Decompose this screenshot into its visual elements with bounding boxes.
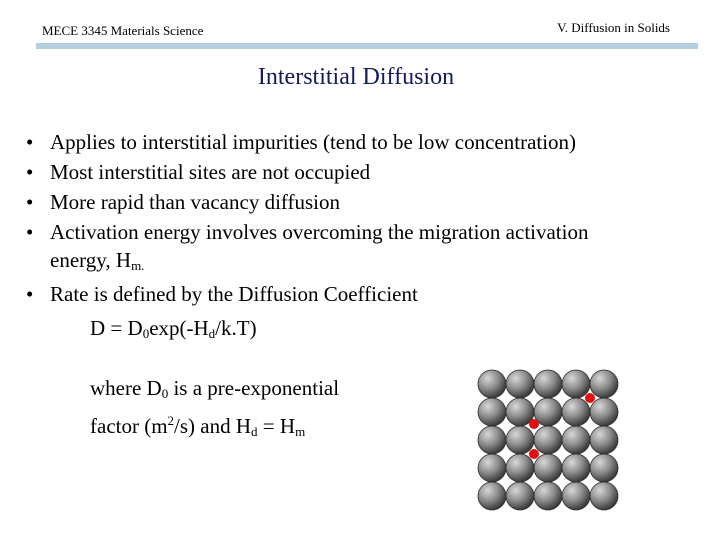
- note-part: /s) and H: [174, 414, 252, 438]
- bullet-item: [24, 127, 704, 157]
- host-atom: [562, 426, 590, 454]
- bullet-text: More rapid than vacancy diffusion: [50, 190, 341, 214]
- course-header: MECE 3345 Materials Science: [42, 23, 204, 38]
- host-atom-grid: [478, 370, 618, 510]
- note-text: [90, 375, 339, 445]
- bullet-text: Applies to interstitial impurities (tend to be low concentration): [50, 130, 577, 154]
- host-atom: [562, 454, 590, 482]
- header-rule: [36, 43, 698, 49]
- eq-subscript: 0: [142, 326, 150, 341]
- host-atom: [506, 426, 534, 454]
- host-atom: [478, 426, 506, 454]
- host-atom: [506, 482, 534, 510]
- host-atom: [534, 370, 562, 398]
- host-atom: [478, 482, 506, 510]
- host-atom: [478, 398, 506, 426]
- bullet-item: [24, 157, 704, 187]
- host-atom: [478, 454, 506, 482]
- bullet-dot: •: [26, 190, 34, 214]
- interstitial-atom: [529, 419, 539, 429]
- bullet-text: Rate is defined by the Diffusion Coefficient: [50, 282, 418, 306]
- bullet-dot: •: [26, 282, 34, 306]
- slide-title: Interstitial Diffusion: [257, 64, 455, 90]
- host-atom: [534, 426, 562, 454]
- bullet-dot: •: [26, 220, 34, 244]
- host-atom: [590, 398, 618, 426]
- note-part: factor (m: [90, 414, 168, 438]
- note-subscript: d: [251, 424, 258, 439]
- lattice-figure: [476, 368, 636, 528]
- host-atom: [590, 454, 618, 482]
- host-atom: [590, 426, 618, 454]
- note-superscript: 2: [167, 413, 175, 428]
- host-atom: [562, 398, 590, 426]
- host-atom: [534, 482, 562, 510]
- bullet-item: [24, 187, 704, 217]
- note-line: [90, 375, 339, 407]
- host-atom: [562, 370, 590, 398]
- eq-part: /k.T): [215, 316, 257, 340]
- eq-part: D = D: [90, 316, 143, 340]
- interstitial-atom: [585, 393, 595, 403]
- note-subscript: 0: [161, 386, 169, 401]
- bullet-dot: •: [26, 160, 34, 184]
- bullet-text: Most interstitial sites are not occupied: [50, 160, 371, 184]
- host-atom: [506, 454, 534, 482]
- host-atom: [590, 482, 618, 510]
- eq-part: exp(-H: [149, 316, 209, 340]
- bullet-item: [24, 279, 704, 309]
- subscript-m: m.: [131, 258, 145, 273]
- note-part: is a pre-exponential: [168, 376, 340, 400]
- bullet-item: [24, 217, 704, 279]
- eq-subscript: d: [208, 326, 216, 341]
- host-atom: [478, 370, 506, 398]
- note-part: = H: [257, 414, 296, 438]
- host-atom: [534, 454, 562, 482]
- note-part: where D: [90, 376, 162, 400]
- diffusion-equation: [90, 316, 257, 342]
- interstitial-atom: [529, 449, 539, 459]
- note-subscript: m: [295, 424, 306, 439]
- section-header: V. Diffusion in Solids: [557, 20, 670, 35]
- host-atom: [562, 482, 590, 510]
- host-atom: [506, 370, 534, 398]
- host-atom: [590, 370, 618, 398]
- continuation-text: energy, H: [50, 248, 132, 272]
- bullet-list: [24, 127, 704, 309]
- bullet-continuation: [50, 247, 704, 279]
- bullet-dot: •: [26, 130, 34, 154]
- bullet-text: Activation energy involves overcoming the migration activation: [50, 220, 589, 244]
- note-line: [90, 407, 339, 445]
